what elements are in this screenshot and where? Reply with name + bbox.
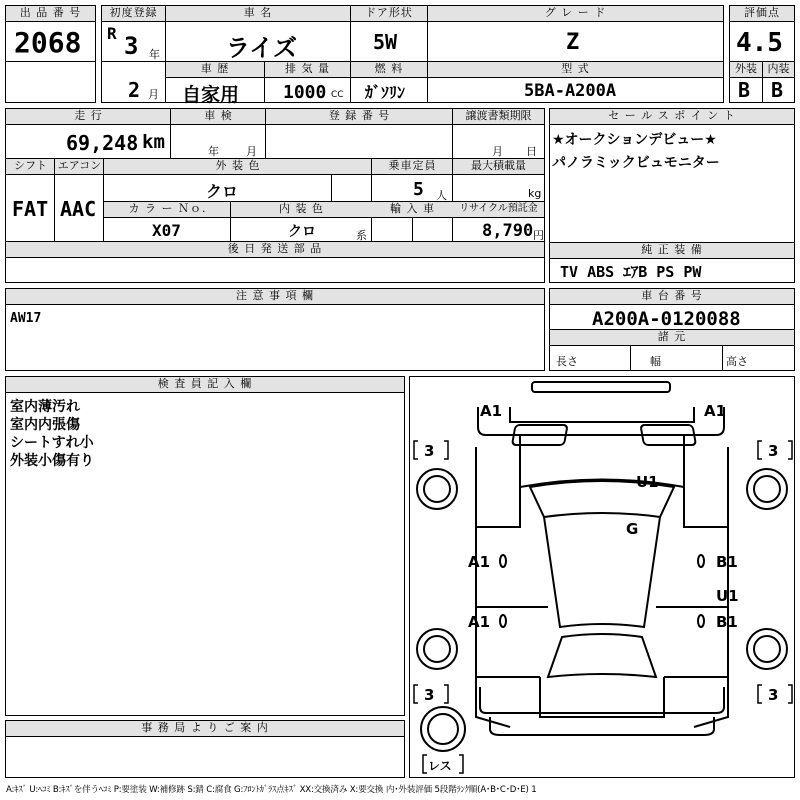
history-cell <box>165 61 265 106</box>
notes-box <box>5 288 545 371</box>
lot-cell <box>5 5 96 62</box>
intcolor-label: 内 装 色 <box>231 202 372 218</box>
spare-rezu: レス <box>428 759 452 773</box>
score-cell <box>729 5 795 62</box>
inspector-line-3: シートすれ小 <box>10 435 94 451</box>
legend: A:ｷｽﾞ U:ﾍｺﾐ B:ｷｽﾞを伴うﾍｺﾐ P:要塗装 W:補修跡 S:錆 C:腐食 G:ﾌﾛﾝﾄｶﾞﾗｽ点ｷｽﾞ XX:交換済み X:要交換 内･外装評価 5段階ﾗﾝｸ順(A･B･C･D･E) 1 <box>6 785 537 795</box>
notes-label: 注 意 事 項 欄 <box>6 289 544 305</box>
office-label: 事 務 局 よ り ご 案 内 <box>6 721 404 737</box>
grade: Z <box>566 30 580 55</box>
chassis-box <box>549 288 795 371</box>
fuel: ｶﾞｿﾘﾝ <box>365 83 406 102</box>
tread-fr: 3 <box>768 442 779 460</box>
spec-height: 高さ <box>726 355 748 368</box>
history: 自家用 <box>182 84 240 106</box>
tread-fl: 3 <box>424 442 435 460</box>
inspector-line-4: 外装小傷有り <box>10 453 94 469</box>
mark-b1-right-front: B1 <box>716 553 738 571</box>
grade-label: グ レ ー ド <box>428 6 723 22</box>
interior-color: クロ <box>288 224 316 240</box>
car-name: ライズ <box>226 34 298 62</box>
car-name-label: 車 名 <box>166 6 350 22</box>
equip-value: TV ABS ｴｱB PS PW <box>560 263 702 281</box>
mark-g-windshield: G <box>626 520 639 538</box>
damage-diagram <box>409 376 795 778</box>
spec-label: 諸 元 <box>550 330 794 346</box>
history-label: 車 歴 <box>166 62 264 78</box>
ext-label: 外装 <box>730 62 762 78</box>
displacement: 1000 <box>283 82 327 103</box>
score: 4.5 <box>736 28 783 58</box>
shift: FAT <box>12 197 49 221</box>
car-outline <box>410 377 794 777</box>
fuel-cell <box>350 61 428 103</box>
inspect-month: 月 <box>246 145 257 158</box>
colorno-label: カ ラ ー Ｎｏ. <box>104 202 231 218</box>
fuel-label: 燃 料 <box>351 62 427 78</box>
int-grade: B <box>771 78 784 102</box>
chassis-number: A200A-0120088 <box>592 308 741 330</box>
roof <box>544 517 660 627</box>
lot-below <box>5 61 96 103</box>
color-label: 外 装 色 <box>104 159 372 175</box>
reg-month: 2 <box>128 78 141 102</box>
transfer-month: 月 <box>492 145 503 158</box>
model-cell <box>427 61 724 103</box>
shift-label: シフト <box>6 159 55 175</box>
first-reg-cell <box>101 5 166 62</box>
inspector-line-2: 室内内張傷 <box>10 417 80 433</box>
sales-label: セ ー ル ス ポ イ ン ト <box>550 109 794 125</box>
intcolor-unit: 系 <box>356 229 367 242</box>
mark-a1-left-rear: A1 <box>468 613 491 631</box>
inspect-year: 年 <box>208 145 219 158</box>
tailgate <box>540 677 664 717</box>
notes-value: AW17 <box>10 311 42 326</box>
spec-length: 長さ <box>556 355 578 368</box>
body-color: クロ <box>206 182 239 201</box>
ac-label: エアコン <box>55 159 104 175</box>
lot-number: 2068 <box>14 26 82 59</box>
displacement-label: 排 気 量 <box>265 62 350 78</box>
mark-a1-left-front: A1 <box>468 553 491 571</box>
recycle-fee: 8,790 <box>482 221 534 241</box>
sales-line-1: ★オークションデビュー★ <box>552 132 717 148</box>
year-unit: 年 <box>149 48 160 61</box>
recycle-unit: 円 <box>533 229 544 242</box>
door-cell <box>350 5 428 62</box>
mileage-label: 走 行 <box>6 109 171 125</box>
int-label: 内装 <box>763 62 794 78</box>
car-name-cell <box>165 5 351 62</box>
model-label: 型 式 <box>428 62 723 78</box>
chassis-label: 車 台 番 号 <box>550 289 794 305</box>
rear-glass <box>548 634 656 677</box>
era: R <box>107 24 117 43</box>
ext-grade-cell <box>729 61 763 103</box>
reg-year: 3 <box>124 32 139 60</box>
first-reg-label: 初度登録 <box>102 6 165 22</box>
regno-label: 登 録 番 号 <box>266 109 453 125</box>
ac: AAC <box>60 197 97 221</box>
capacity-label: 乗車定員 <box>372 159 453 175</box>
inspector-label: 検 査 員 記 入 欄 <box>6 377 404 393</box>
sales-line-2: パノラミックビュモニター <box>552 155 720 171</box>
later-parts-label: 後 日 発 送 部 品 <box>6 242 544 258</box>
load-unit: kg <box>528 187 542 200</box>
mark-u1-roof: U1 <box>636 473 659 491</box>
import-label: 輸 入 車 <box>372 202 453 218</box>
grade-cell <box>427 5 724 62</box>
mark-a1-front-right: A1 <box>704 402 727 420</box>
mileage: 69,248 <box>66 131 139 155</box>
details-table <box>5 108 545 283</box>
ext-grade: B <box>738 78 751 102</box>
color-number: X07 <box>152 221 181 240</box>
km-unit: km <box>142 131 165 153</box>
sales-points <box>549 108 795 283</box>
load-label: 最大積載量 <box>453 159 544 175</box>
model: 5BA-A200A <box>524 81 617 101</box>
rear-bumper <box>490 717 714 735</box>
inspector-box <box>5 376 405 716</box>
capacity-unit: 人 <box>436 189 447 202</box>
spec-width: 幅 <box>650 355 661 368</box>
transfer-label: 譲渡書類期限 <box>453 109 544 125</box>
equip-label: 純 正 装 備 <box>550 243 794 259</box>
int-grade-cell <box>762 61 795 103</box>
inspector-line-1: 室内薄汚れ <box>10 399 80 415</box>
mark-b1-right-rear: B1 <box>716 613 738 631</box>
office-box <box>5 720 405 778</box>
front-bumper-bar <box>532 382 670 392</box>
reg-month-cell <box>101 61 166 103</box>
score-label: 評価点 <box>730 6 794 22</box>
hood <box>520 435 684 487</box>
transfer-day: 日 <box>526 145 537 158</box>
displacement-cell <box>264 61 351 103</box>
tread-rr: 3 <box>768 686 779 704</box>
door-label: ドア形状 <box>351 6 427 22</box>
door: 5W <box>373 30 398 54</box>
lot-label: 出 品 番 号 <box>6 6 95 22</box>
cc-unit: CC <box>331 90 344 100</box>
recycle-label: リサイクル預託金 <box>453 202 544 218</box>
month-unit: 月 <box>148 88 159 101</box>
mark-u1-right: U1 <box>716 587 739 605</box>
capacity: 5 <box>413 179 424 200</box>
tread-rl: 3 <box>424 686 435 704</box>
inspect-label: 車 検 <box>171 109 266 125</box>
mark-a1-front-left: A1 <box>480 402 503 420</box>
